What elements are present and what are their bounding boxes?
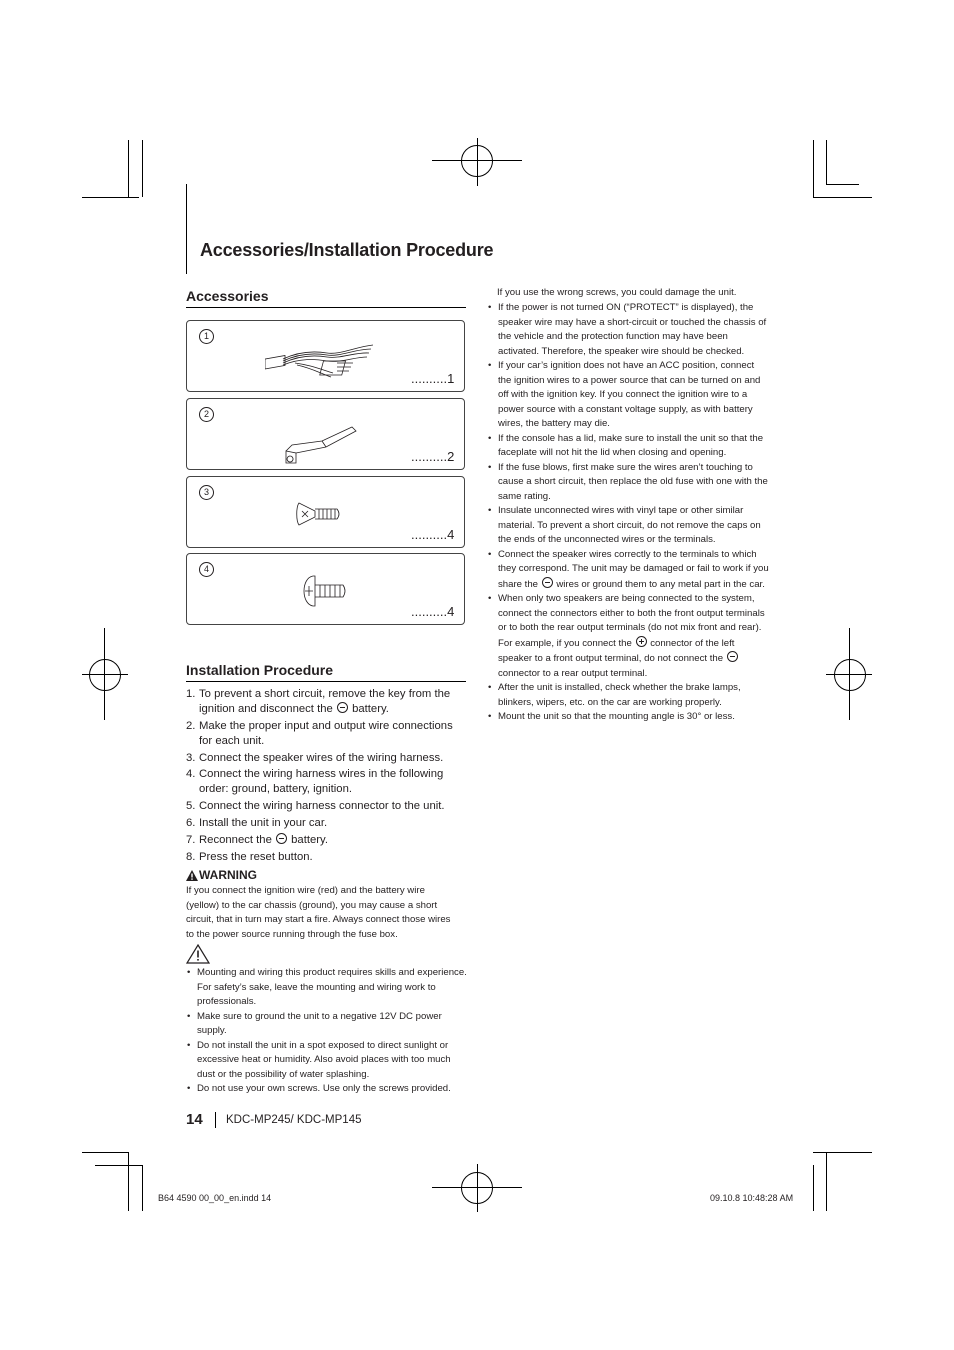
warning-heading <box>186 868 257 882</box>
list-item: • Mount the unit so that the mounting angle is 30° or less. <box>488 711 735 722</box>
item-number: 4 <box>199 562 214 577</box>
list-item: • If the power is not turned ON (“PROTECT” is displayed), the speaker wire may have a short-circuit or touched the chassis of the vehicle and the protection function may have been activated. Therefore, the speaker wire should be checked. <box>488 302 767 357</box>
page-title: Accessories/Installation Procedure <box>200 240 494 260</box>
item-number: 2 <box>199 407 214 422</box>
minus-terminal-icon <box>276 833 287 844</box>
list-item: • Connect the speaker wires correctly to the terminals to which they correspond. The unit may be damaged or fail to work if you share the wires or ground them to any metal part in the car. <box>488 548 769 590</box>
list-item: 1. To prevent a short circuit, remove the key from the ignition and disconnect the battery. <box>186 688 451 715</box>
list-item: • Mounting and wiring this product requires skills and experience. For safety’s sake, leave the mounting and wiring work to professionals. <box>187 967 467 1007</box>
list-item: • If your car’s ignition does not have an ACC position, connect the ignition wires to a power source that can be turned on and off with the ignition key. If you connect the ignition wire to a power source with a constant voltage supply, as with battery wires, the battery may die. <box>488 360 761 429</box>
accessory-item-4 <box>186 553 465 625</box>
warning-text: If you connect the ignition wire (red) and the battery wire (yellow) to the car chassis (ground), you may cause a short circuit, that in turn may start a fire. Always connect those wires to the power source running through the fuse box. <box>186 885 451 940</box>
plus-terminal-icon <box>636 636 647 647</box>
installation-steps <box>186 687 466 866</box>
accessories-heading: Accessories <box>186 288 269 304</box>
list-item: 6. Install the unit in your car. <box>186 816 328 829</box>
list-item: • Do not install the unit in a spot exposed to direct sunlight or excessive heat or humidity. Also avoid places with too much dust or the possibility of water splashing. <box>187 1039 451 1080</box>
footer-divider <box>215 1112 216 1128</box>
list-item: 8. Press the reset button. <box>186 850 313 863</box>
minus-terminal-icon <box>542 577 553 588</box>
item-quantity: ..........1 <box>411 371 455 386</box>
accessory-item-1 <box>186 320 465 392</box>
list-item: 5. Connect the wiring harness connector to the unit. <box>186 800 445 813</box>
item-quantity: ..........4 <box>411 527 455 542</box>
installation-heading: Installation Procedure <box>186 662 334 678</box>
warning-icon <box>186 870 198 881</box>
list-item: • When only two speakers are being connected to the system, connect the connectors either to both the front output terminals or to both the rear output terminals (do not mix front and rear). For example, if you connect the connector of the left speaker to a front output terminal, do not connect the connector to a rear output terminal. <box>488 593 765 679</box>
precautions-list <box>487 301 769 725</box>
section-divider <box>186 307 466 308</box>
flat-head-screw-icon <box>295 497 343 531</box>
list-item: 3. Connect the speaker wires of the wiring harness. <box>186 751 444 764</box>
round-head-screw-icon <box>299 572 349 610</box>
list-item: • Insulate unconnected wires with vinyl tape or other similar material. To prevent a short circuit, do not remove the caps on the ends of the unconnected wires or the terminals. <box>488 505 761 545</box>
section-divider <box>186 681 466 682</box>
list-item: 2. Make the proper input and output wire connections for each unit. <box>186 719 453 747</box>
print-slug-timestamp: 09.10.8 10:48:28 AM <box>710 1193 794 1203</box>
caution-icon <box>186 944 210 964</box>
item-quantity: ..........4 <box>411 604 455 619</box>
continuation-text: If you use the wrong screws, you could damage the unit. <box>497 287 737 298</box>
removal-tool-icon <box>282 423 362 465</box>
print-slug-file: B64 4590 00_00_en.indd 14 <box>158 1193 272 1203</box>
list-item: • Do not use your own screws. Use only the screws provided. <box>187 1083 451 1094</box>
warning-title: WARNING <box>199 868 257 882</box>
minus-terminal-icon <box>727 651 738 662</box>
list-item: • If the console has a lid, make sure to install the unit so that the faceplate will not hit the lid when closing and opening. <box>488 432 764 458</box>
accessory-item-3 <box>186 476 465 548</box>
item-quantity: ..........2 <box>411 449 455 464</box>
caution-list <box>186 966 468 1097</box>
accessory-item-2 <box>186 398 465 470</box>
minus-terminal-icon <box>337 702 348 713</box>
list-item: 7. Reconnect the battery. <box>186 833 328 846</box>
page-number: 14 <box>186 1111 203 1128</box>
list-item: 4. Connect the wiring harness wires in the following order: ground, battery, ignition. <box>186 768 444 796</box>
wiring-harness-icon <box>265 333 375 383</box>
list-item: • After the unit is installed, check whether the brake lamps, blinkers, wipers, etc. on the car are working properly. <box>488 682 741 708</box>
list-item: • Make sure to ground the unit to a negative 12V DC power supply. <box>187 1010 442 1036</box>
list-item: • If the fuse blows, first make sure the wires aren’t touching to cause a short circuit, then replace the old fuse with one with the same rating. <box>488 461 768 502</box>
item-number: 1 <box>199 329 214 344</box>
model-name: KDC-MP245/ KDC-MP145 <box>226 1114 362 1126</box>
item-number: 3 <box>199 485 214 500</box>
